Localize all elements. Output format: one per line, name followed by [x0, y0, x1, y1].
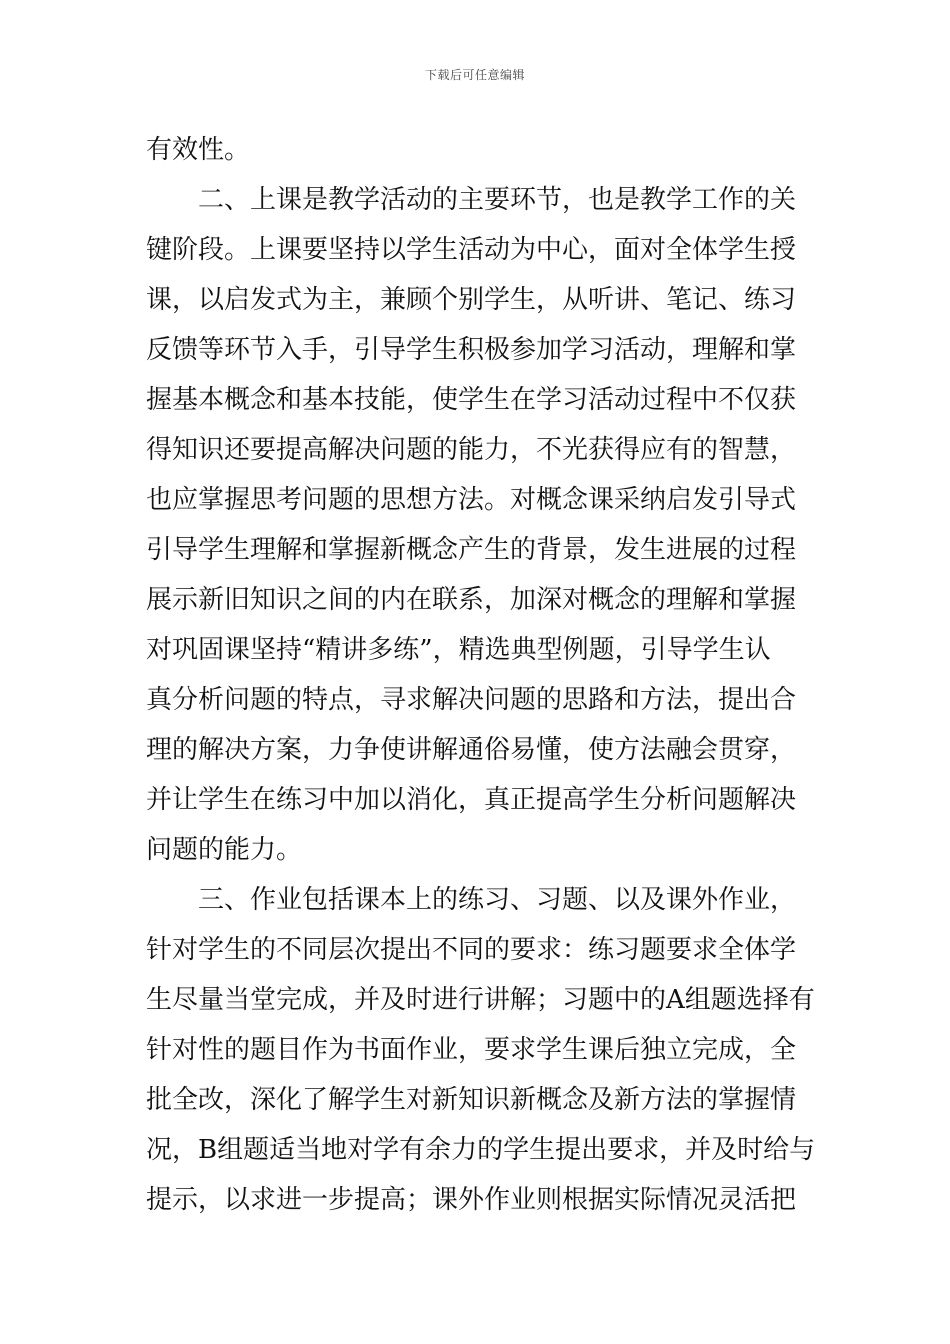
paragraph-2-start: 二、上课是教学活动的主要环节，也是教学工作的关	[198, 185, 797, 215]
page-header: 下载后可任意编辑	[424, 68, 525, 82]
text-line: 得知识还要提高解决问题的能力，不光获得应有的智慧，	[146, 435, 797, 465]
text-line: 键阶段。上课要坚持以学生活动为中心，面对全体学生授	[146, 235, 797, 265]
text-line: 反馈等环节入手，引导学生积极参加学习活动，理解和掌	[146, 335, 797, 365]
text-line: 针对性的题目作为书面作业，要求学生课后独立完成，全	[146, 1035, 797, 1065]
text-line: 握基本概念和基本技能，使学生在学习活动过程中不仅获	[146, 385, 797, 415]
text-line: 并让学生在练习中加以消化，真正提高学生分析问题解决	[146, 785, 797, 815]
text-line: 也应掌握思考问题的思想方法。对概念课采纳启发引导式	[146, 485, 797, 515]
text-line: 批全改，深化了解学生对新知识新概念及新方法的掌握情	[146, 1085, 797, 1115]
text-line: 展示新旧知识之间的内在联系，加深对概念的理解和掌握	[146, 585, 797, 615]
text-line: 课，以启发式为主，兼顾个别学生，从听讲、笔记、练习	[146, 285, 797, 315]
text-line: 提示，以求进一步提高；课外作业则根据实际情况灵活把	[146, 1185, 797, 1215]
text-line: 针对学生的不同层次提出不同的要求：练习题要求全体学	[146, 935, 797, 965]
text-line: 引导学生理解和掌握新概念产生的背景，发生进展的过程	[146, 535, 797, 565]
paragraph-3-start: 三、作业包括课本上的练习、习题、以及课外作业，	[198, 885, 797, 915]
text-line: 况，B组题适当地对学有余力的学生提出要求，并及时给与	[146, 1135, 816, 1165]
text-line: 有效性。	[146, 135, 251, 165]
text-line: 生尽量当堂完成，并及时进行讲解；习题中的A组题选择有	[146, 985, 815, 1015]
text-line: 理的解决方案，力争使讲解通俗易懂，使方法融会贯穿，	[146, 735, 797, 765]
text-line: 真分析问题的特点，寻求解决问题的思路和方法，提出合	[146, 685, 797, 715]
text-line: 对巩固课坚持“精讲多练”，精选典型例题，引导学生认	[146, 635, 771, 665]
text-line: 问题的能力。	[146, 835, 303, 865]
